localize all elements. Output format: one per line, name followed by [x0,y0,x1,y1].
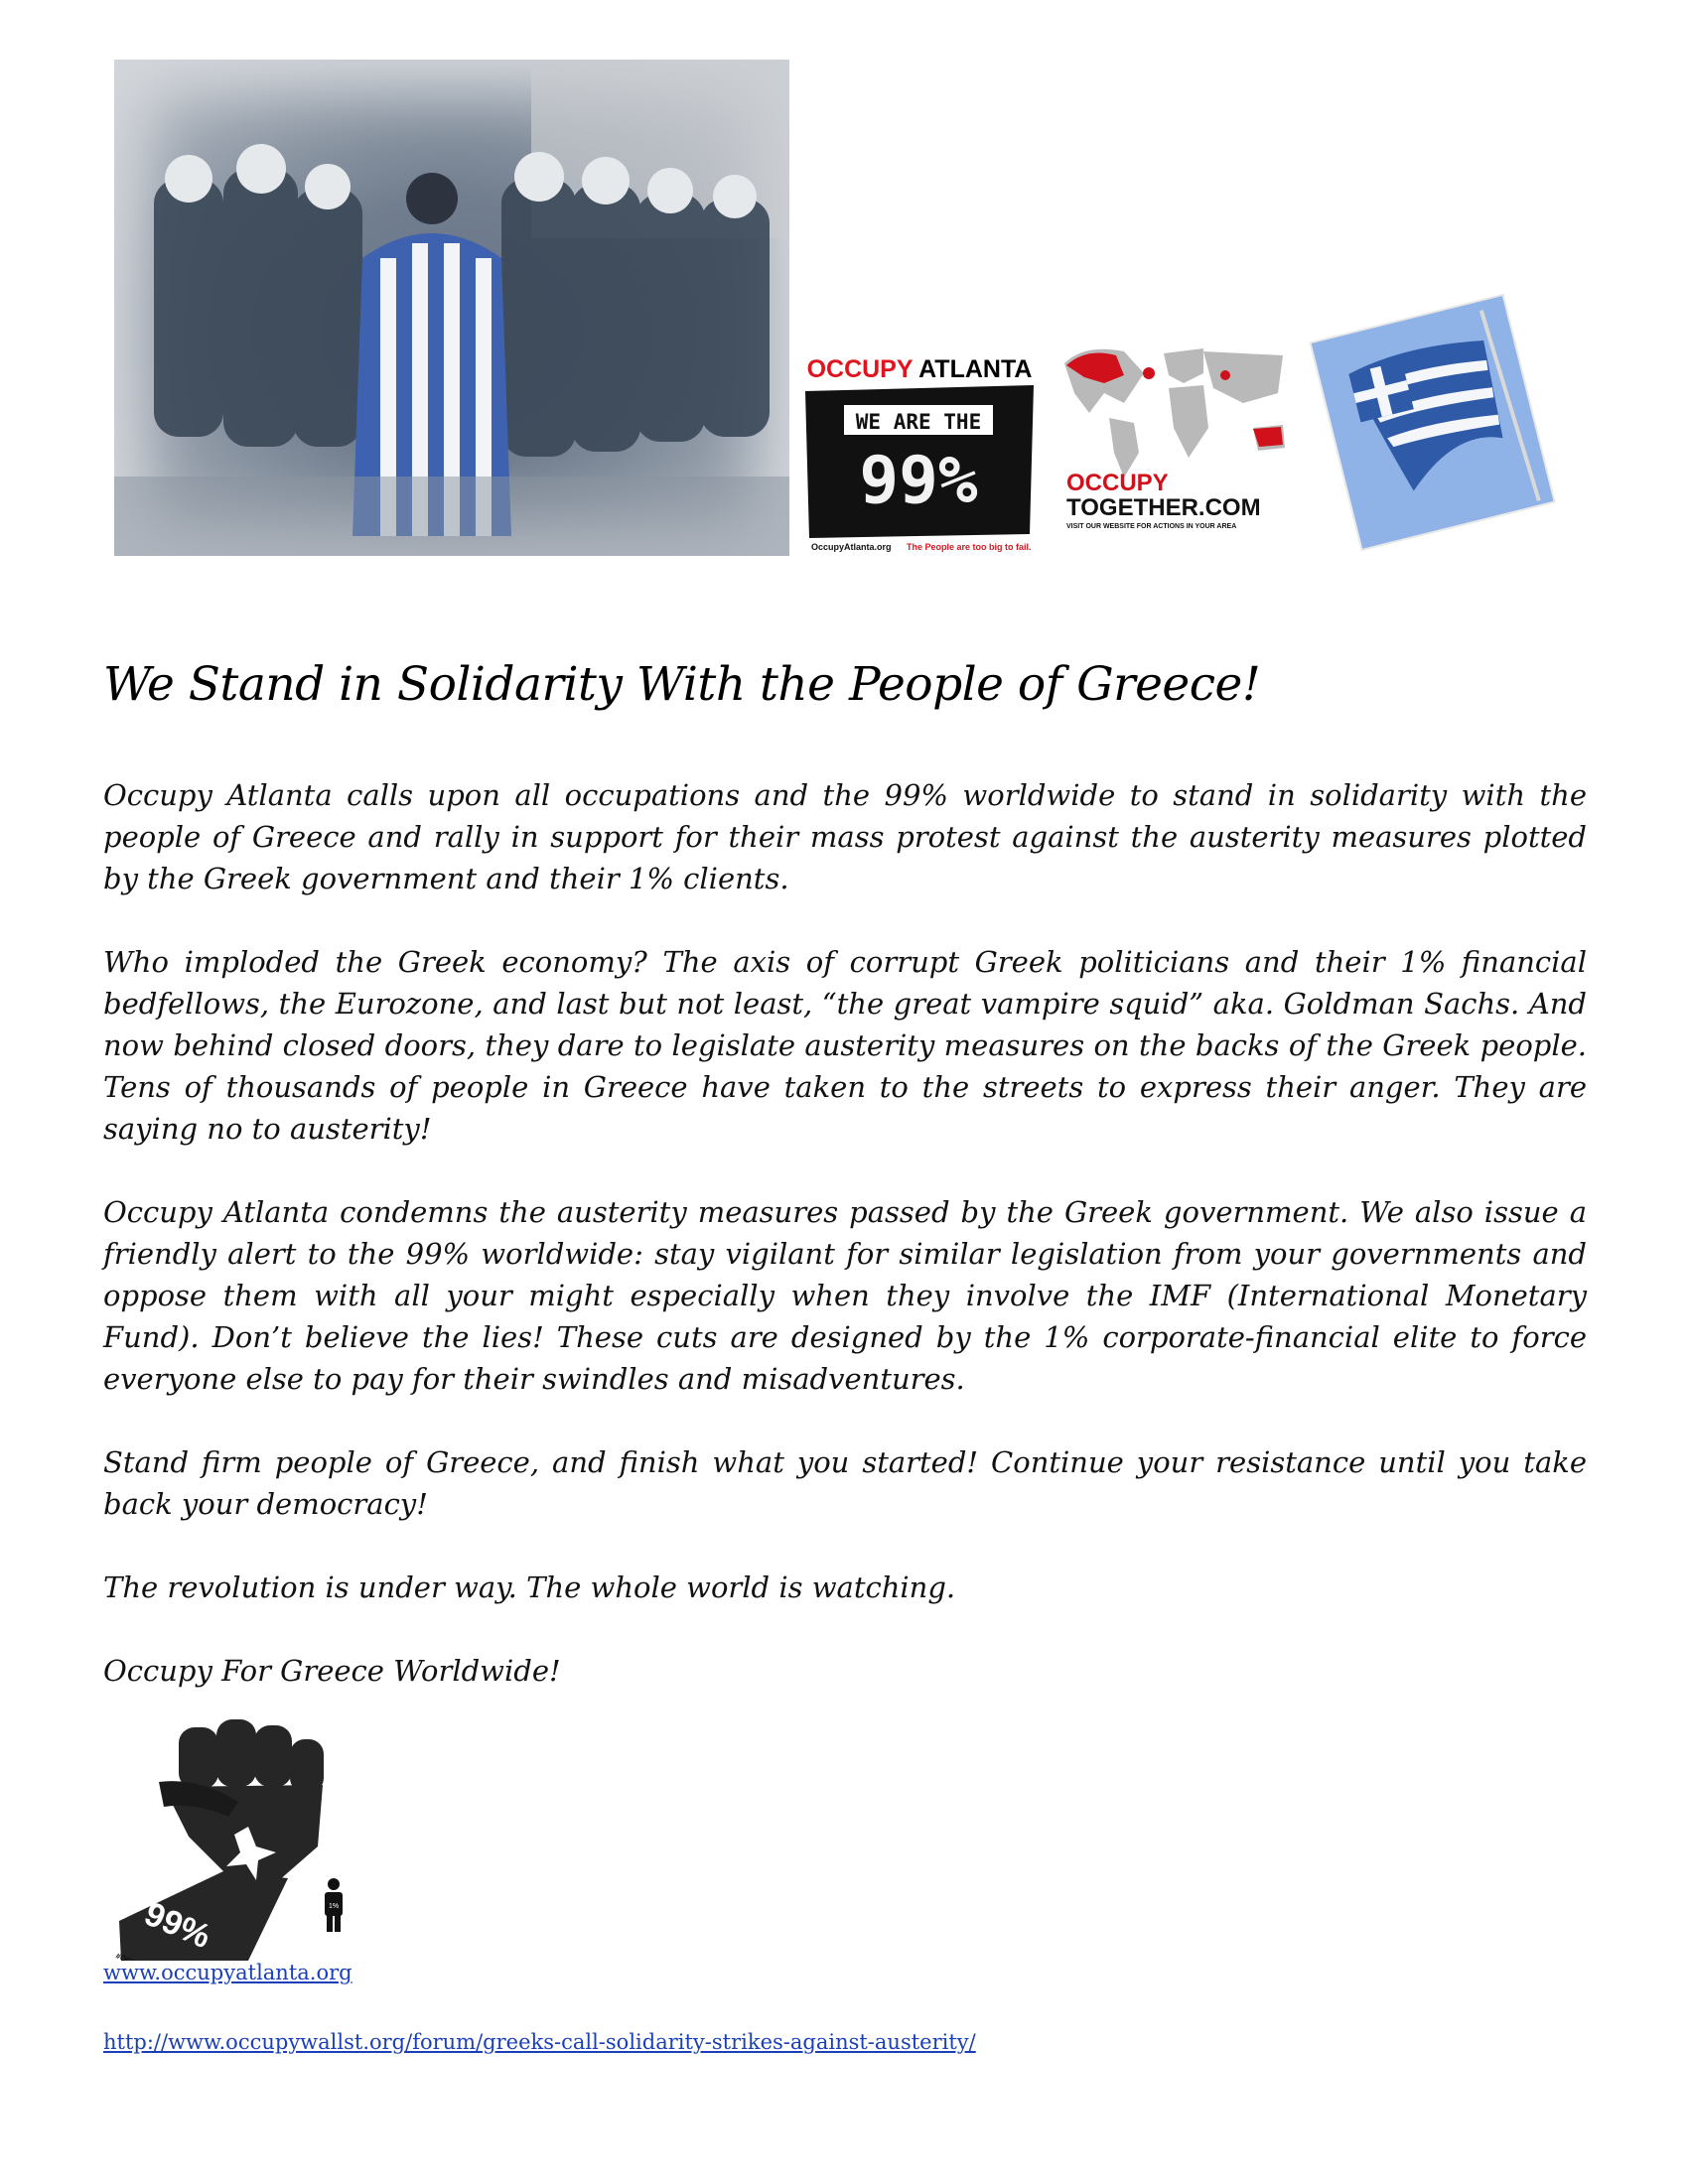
logo-title-occupy: OCCUPY [806,355,914,383]
page-title: We Stand in Solidarity With the People of Greece! [103,657,1261,712]
paragraph-intro: Occupy Atlanta calls upon all occupations and the 99% worldwide to stand in solidarity with the people of Greece and rally in support for their mass protest against the austerity measures plotted by the Greek government and their 1% clients. [103,778,1587,895]
logo-site: OccupyAtlanta.org [811,542,892,552]
paragraph-closing: Occupy For Greece Worldwide! [103,1654,561,1688]
together-line2: TOGETHER.COM [1066,494,1261,521]
occupy-atlanta-logo [799,345,1041,556]
logo-tagline: The People are too big to fail. [907,542,1032,552]
greek-flag-photo [1303,286,1561,554]
occupyatlanta-link[interactable]: www.occupyatlanta.org [103,1961,352,1984]
one-percent-figure-icon [325,1878,343,1932]
fist-99-label: 99% [139,1894,216,1957]
logo-title [807,355,1033,383]
paragraph-condemns: Occupy Atlanta condemns the austerity measures passed by the Greek government. We also issue a friendly alert to the 99% worldwide: stay vigilant for similar legislation from your governments and oppose them with all your might especially when they involve the IMF (International Monetary Fund). Don’t believe the lies! These cuts are designed by the 1% corporate-financial elite to force everyone else to pay for their swindles and misadventures. [103,1195,1587,1396]
one-percent-label: 1% [328,1903,340,1910]
logo-big-99: 99% [859,442,978,518]
together-caption: VISIT OUR WEBSITE FOR ACTIONS IN YOUR AREA [1066,523,1237,530]
paragraph-revolution: The revolution is under way. The whole world is watching. [103,1570,956,1604]
paragraph-stand-firm: Stand firm people of Greece, and finish what you started! Continue your resistance until you take back your democracy! [103,1445,1587,1521]
fist-99-graphic [109,1707,357,1961]
protest-photo [114,60,789,556]
logo-title-atlanta: ATLANTA [913,355,1033,383]
paragraph-who-imploded: Who imploded the Greek economy? The axis of corrupt Greek politicians and their 1% financial bedfellows, the Eurozone, and last but not least, “the great vampire squid” aka. Goldman Sachs. And now behind closed doors, they dare to legislate austerity measures on the backs of the Greek people. Tens of thousands of people in Greece have taken to the streets to express their anger. They are saying no to austerity! [103,945,1587,1146]
protest-scene-illustration [114,60,789,556]
occupy-together-logo [1055,334,1298,540]
logo-line1: WE ARE THE [855,410,982,434]
together-line1: OCCUPY [1066,470,1169,496]
occupywallst-forum-link[interactable]: http://www.occupywallst.org/forum/greeks-call-solidarity-strikes-against-austerity/ [103,2030,976,2054]
